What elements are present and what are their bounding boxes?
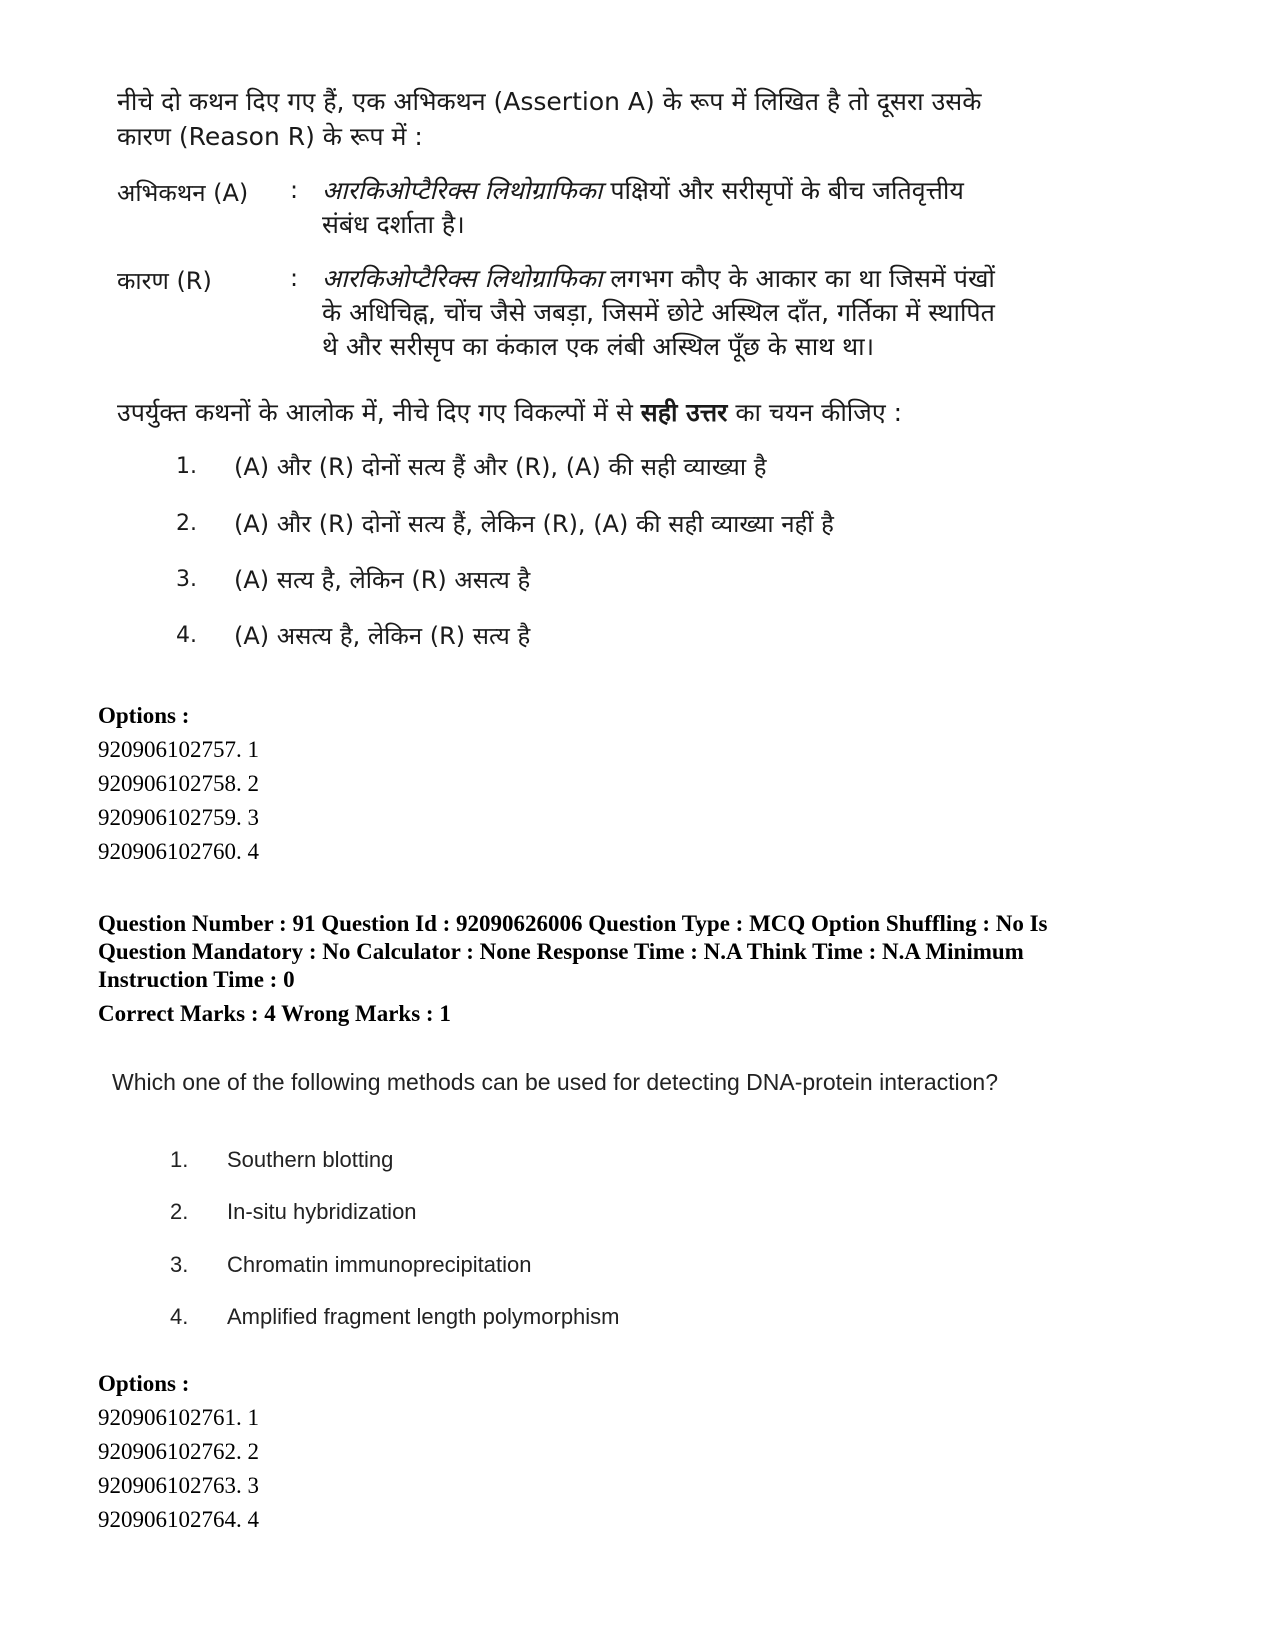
q91-meta-line: Question Number : 91 Question Id : 92090626006 Question Type : MCQ Option Shuffling : No Is — [98, 911, 1048, 936]
assertion-statement — [322, 174, 1012, 242]
q90-intro: नीचे दो कथन दिए गए हैं, एक अभिकथन (Assertion A) के रूप में लिखित है तो दूसरा उसके कारण (Reason R) के रूप में : — [117, 87, 982, 151]
option-id: 920906102763. 3 — [98, 1473, 259, 1498]
assertion-text: पक्षियों और सरीसृपों के बीच जतिवृत्तीय संबंध दर्शाता है। — [322, 176, 964, 239]
q90-choice-text: (A) और (R) दोनों सत्य हैं, लेकिन (R), (A) की सही व्याख्या नहीं है — [234, 510, 834, 538]
option-id: 920906102758. 2 — [98, 771, 259, 796]
option-id: 920906102764. 4 — [98, 1507, 259, 1532]
reason-text: लगभग कौए के आकार का था जिसमें पंखों के अधिचिह्न, चोंच जैसे जबड़ा, जिसमें छोटे अस्थिल दाँत, गर्तिका में स्थापित थे और सरीसृप का कंकाल एक लंबी अस्थिल पूँछ के साथ था। — [322, 264, 995, 361]
q91-choice-num: 3. — [170, 1252, 189, 1277]
option-id: 920906102760. 4 — [98, 839, 259, 864]
q91-choice-num: 1. — [170, 1147, 189, 1172]
q90-choice-text: (A) और (R) दोनों सत्य हैं और (R), (A) की सही व्याख्या है — [234, 453, 767, 481]
option-id: 920906102761. 1 — [98, 1405, 259, 1430]
reason-colon: : — [290, 264, 299, 292]
reason-term: आरकिओप्टैरिक्स लिथोग्राफिका — [322, 264, 603, 293]
instruction-text: उपर्युक्त कथनों के आलोक में, नीचे दिए गए विकल्पों में से — [117, 398, 633, 427]
q91-question-text: Which one of the following methods can be used for detecting DNA-protein interaction? — [112, 1069, 999, 1095]
options-heading: Options : — [98, 703, 190, 728]
q91-meta-line: Question Mandatory : No Calculator : None Response Time : N.A Think Time : N.A Minimum — [98, 939, 1024, 964]
q91-choice-text: Amplified fragment length polymorphism — [227, 1304, 620, 1329]
q90-instruction — [117, 396, 1117, 430]
q91-choice-text: In-situ hybridization — [227, 1199, 417, 1224]
q90-choice-num: 1. — [176, 454, 197, 479]
reason-label: कारण (R) — [117, 267, 212, 295]
assertion-label: अभिकथन (A) — [117, 179, 249, 207]
q90-choice-text: (A) असत्य है, लेकिन (R) सत्य है — [234, 622, 531, 650]
options-heading: Options : — [98, 1371, 190, 1396]
q90-choice-text: (A) सत्य है, लेकिन (R) असत्य है — [234, 566, 531, 594]
q91-choice-text: Chromatin immunoprecipitation — [227, 1252, 532, 1277]
assertion-term: आरकिओप्टैरिक्स लिथोग्राफिका — [322, 176, 603, 205]
option-id: 920906102757. 1 — [98, 737, 259, 762]
q90-choice-num: 4. — [176, 623, 197, 648]
option-id: 920906102759. 3 — [98, 805, 259, 830]
q91-meta-line: Instruction Time : 0 — [98, 967, 295, 992]
q91-marks: Correct Marks : 4 Wrong Marks : 1 — [98, 1001, 451, 1026]
assertion-colon: : — [290, 176, 299, 204]
q91-choice-num: 2. — [170, 1199, 189, 1224]
q91-choice-text: Southern blotting — [227, 1147, 394, 1172]
option-id: 920906102762. 2 — [98, 1439, 259, 1464]
instruction-bold: सही उत्तर — [640, 398, 728, 427]
q90-choice-num: 2. — [176, 511, 197, 536]
reason-statement — [322, 262, 1012, 364]
q90-choice-num: 3. — [176, 567, 197, 592]
instruction-text-end: का चयन कीजिए : — [735, 398, 903, 427]
q91-choice-num: 4. — [170, 1304, 189, 1329]
